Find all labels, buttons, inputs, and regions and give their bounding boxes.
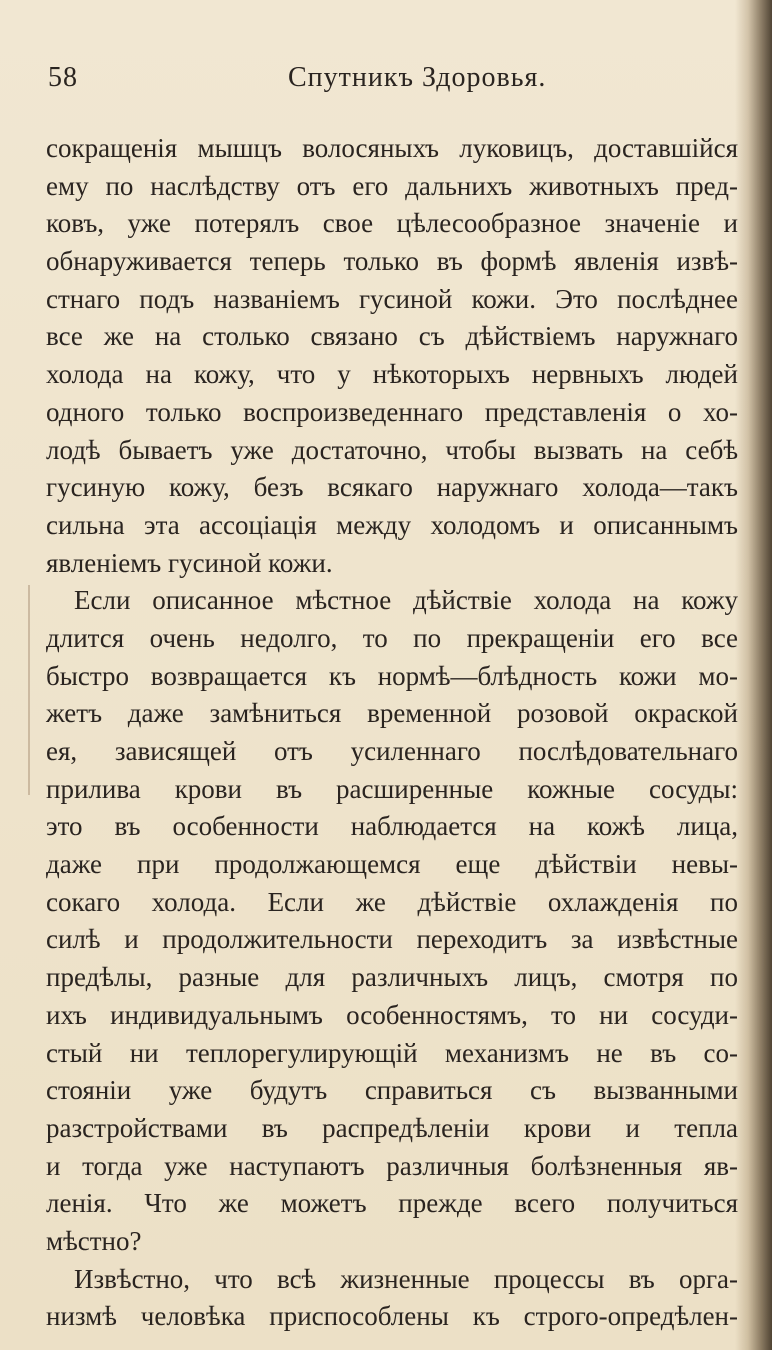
text-line: это въ особенности наблюдается на кожѣ лица,	[46, 811, 738, 842]
running-title: Спутникъ Здоровья.	[288, 62, 547, 93]
text-line: все же на столько связано съ дѣйствіемъ наружнаго	[46, 321, 738, 352]
text-line: сильна эта ассоціація между холодомъ и описаннымъ	[46, 509, 738, 540]
text-line: даже при продолжающемся еще дѣйствіи невы-	[46, 849, 738, 880]
text-line: явленіемъ гусиной кожи.	[46, 547, 333, 578]
text-line: прилива крови въ расширенные кожные сосуды:	[46, 773, 738, 804]
text-line: стояніи уже будутъ справиться съ вызванными	[46, 1075, 738, 1106]
text-line: ковъ, уже потерялъ свое цѣлесообразное значеніе и	[46, 208, 738, 239]
text-line: сокаго холода. Если же дѣйствіе охлажденія по	[46, 886, 738, 917]
text-line: холода на кожу, что у нѣкоторыхъ нервныхъ людей	[46, 359, 738, 390]
page-number: 58	[48, 62, 78, 93]
text-line: низмѣ человѣка приспособлены къ строго-опредѣлен-	[46, 1301, 738, 1332]
text-line: длится очень недолго, то по прекращеніи его все	[46, 622, 738, 653]
text-line: разстройствами въ распредѣленіи крови и тепла	[46, 1112, 738, 1143]
body-text	[46, 130, 738, 1336]
margin-pencil-mark	[28, 585, 30, 795]
text-line: стнаго подъ названіемъ гусиной кожи. Это послѣднее	[46, 283, 738, 314]
text-line: лодѣ бываетъ уже достаточно, чтобы вызвать на себѣ	[46, 434, 738, 465]
page-header	[48, 62, 738, 102]
text-line: быстро возвращается къ нормѣ—блѣдность кожи мо-	[46, 660, 738, 691]
text-line: ленія. Что же можетъ прежде всего получиться	[46, 1188, 738, 1219]
text-line: мѣстно?	[46, 1225, 142, 1256]
text-line: Извѣстно, что всѣ жизненные процессы въ орга-	[74, 1263, 738, 1294]
text-line: и тогда уже наступаютъ различныя болѣзненныя яв-	[46, 1150, 738, 1181]
text-line: ея, зависящей отъ усиленнаго послѣдовательнаго	[46, 736, 738, 766]
text-line: предѣлы, разные для различныхъ лицъ, смотря по	[46, 962, 738, 993]
text-line: ихъ индивидуальнымъ особенностямъ, то ни сосуди-	[46, 999, 738, 1030]
text-line: обнаруживается теперь только въ формѣ явленія извѣ-	[46, 246, 738, 277]
text-line: сокращенія мышцъ волосяныхъ луковицъ, доставшійся	[46, 133, 738, 163]
text-line: силѣ и продолжительности переходитъ за извѣстные	[46, 924, 738, 955]
text-line: ему по наслѣдству отъ его дальнихъ животныхъ пред-	[46, 170, 738, 201]
text-line: Если описанное мѣстное дѣйствіе холода на кожу	[74, 585, 738, 616]
text-line: жетъ даже замѣниться временной розовой окраской	[46, 698, 738, 729]
text-line: стый ни теплорегулирующій механизмъ не въ со-	[46, 1037, 738, 1068]
text-line: одного только воспроизведеннаго представленія о хо-	[46, 396, 738, 427]
text-line: гусиную кожу, безъ всякаго наружнаго холода—такъ	[46, 472, 738, 503]
